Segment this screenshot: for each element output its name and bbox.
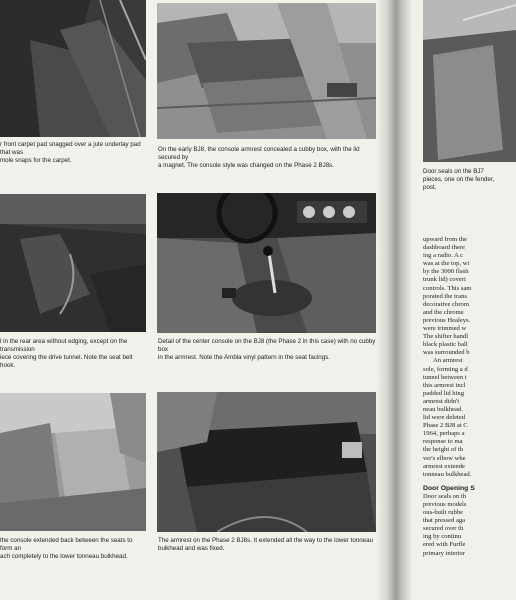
caption-center-console-detail xyxy=(158,338,378,362)
photo-console-extended-back xyxy=(0,393,146,531)
section-heading-door-opening-seals: Door Opening S xyxy=(423,484,475,492)
caption-early-console-armrest xyxy=(158,146,378,170)
body-text-line: controls. This sam xyxy=(423,284,472,292)
body-text-line: decorative chrom xyxy=(423,300,469,308)
body-text-line: armrest extende xyxy=(423,462,465,470)
body-text-line: was at the top, wi xyxy=(423,260,470,268)
body-text-line: previous Healeys. xyxy=(423,316,471,324)
body-text-line: An armrest xyxy=(433,357,463,365)
caption-line: pieces, one on the fender, xyxy=(423,176,495,183)
body-text-line: tunnel between t xyxy=(423,373,467,381)
body-text-line: previous models xyxy=(423,501,467,508)
body-text-line: upward from the xyxy=(423,236,467,243)
body-text-line: secured over th xyxy=(423,525,464,533)
caption-line: The armrest on the Phase 2 BJ8s. It extended all the way to the lower tonneau xyxy=(158,537,373,544)
body-text-line: neau bulkhead. xyxy=(423,405,463,413)
caption-line: l in the rear area without edging, except on the transmission xyxy=(0,338,128,353)
caption-line: iece covering the drive tunnel. Note the seat belt hook. xyxy=(0,354,133,369)
caption-line: Detail of the center console on the BJ8 (the Phase 2 in this case) with no cubby box xyxy=(158,338,376,353)
body-text-line: primary interior xyxy=(423,549,465,557)
photo-center-console-detail xyxy=(157,193,376,333)
body-text-line: Door seals on th xyxy=(423,492,467,500)
photo-phase2-armrest xyxy=(157,392,376,532)
caption-line: bulkhead and was fixed. xyxy=(158,545,225,552)
body-text-line: that pressed aga xyxy=(423,517,466,525)
photo-early-console-armrest xyxy=(157,3,376,139)
body-text-line: was surrounded b xyxy=(423,349,470,357)
body-text-line: black plastic ball xyxy=(423,341,468,349)
body-text-line: armrest didn't xyxy=(423,397,460,405)
caption-console-extended xyxy=(0,537,146,561)
caption-line: mole snaps for the carpet. xyxy=(0,157,72,164)
body-text-line: Phase 2 BJ8 at C xyxy=(423,422,468,430)
caption-line: ach completely to the lower tonneau bulkhead. xyxy=(0,553,128,560)
body-text-line: ing a radio. A c xyxy=(423,252,464,260)
body-text-line: The shifter handl xyxy=(423,333,469,341)
body-text-line: the height of th xyxy=(423,446,464,454)
caption-line: On the early BJ8, the console armrest concealed a cubby box, with the lid secured by xyxy=(158,146,360,161)
body-text-line: and the chrome xyxy=(423,308,464,316)
body-text-line: were trimmed w xyxy=(423,325,467,333)
caption-line: a magnet. The console style was changed on the Phase 2 BJ8s. xyxy=(158,162,334,169)
photo-front-carpet xyxy=(0,0,146,137)
body-text-column xyxy=(423,236,516,558)
photo-door-seals xyxy=(423,0,516,162)
body-text-line: porated the trans xyxy=(423,292,467,300)
body-text-line: 1964, perhaps a xyxy=(423,430,465,438)
caption-rear-area xyxy=(0,338,146,370)
body-text-line: dashboard there xyxy=(423,244,465,252)
body-text-line: ing by continu xyxy=(423,533,462,541)
caption-line: post. xyxy=(423,184,437,191)
caption-line: r front carpet pad snagged over a jute underlay pad that was xyxy=(0,141,141,156)
body-text-line: sole, forming a d xyxy=(423,365,468,373)
body-text-line: response to ma xyxy=(423,438,463,446)
caption-front-carpet xyxy=(0,141,146,165)
photo-rear-area-seat-belt xyxy=(0,194,146,332)
body-text-line: padded lid hing xyxy=(423,389,465,397)
caption-line: Door seals on the BJ7 xyxy=(423,168,484,175)
body-text-line: tonneau bulkhead. xyxy=(423,470,472,478)
body-text-line: ered with Furfle xyxy=(423,541,466,549)
caption-line: in the armrest. Note the Ambla vinyl pattern in the seat facings. xyxy=(158,354,330,361)
body-text-line: trunk lid) coveri xyxy=(423,276,466,284)
caption-door-seals xyxy=(423,168,516,192)
body-text-line: ver's elbow whe xyxy=(423,454,466,462)
body-text-line: by the 3000 flash xyxy=(423,268,469,276)
book-gutter xyxy=(376,0,412,600)
caption-line: the console extended back between the seats to form an xyxy=(0,537,133,552)
body-text-line: this armrest incl xyxy=(423,381,466,389)
body-text-line: ous-built rubbe xyxy=(423,509,464,517)
body-text-line: lid were deleted xyxy=(423,414,466,422)
caption-phase2-armrest xyxy=(158,537,378,553)
